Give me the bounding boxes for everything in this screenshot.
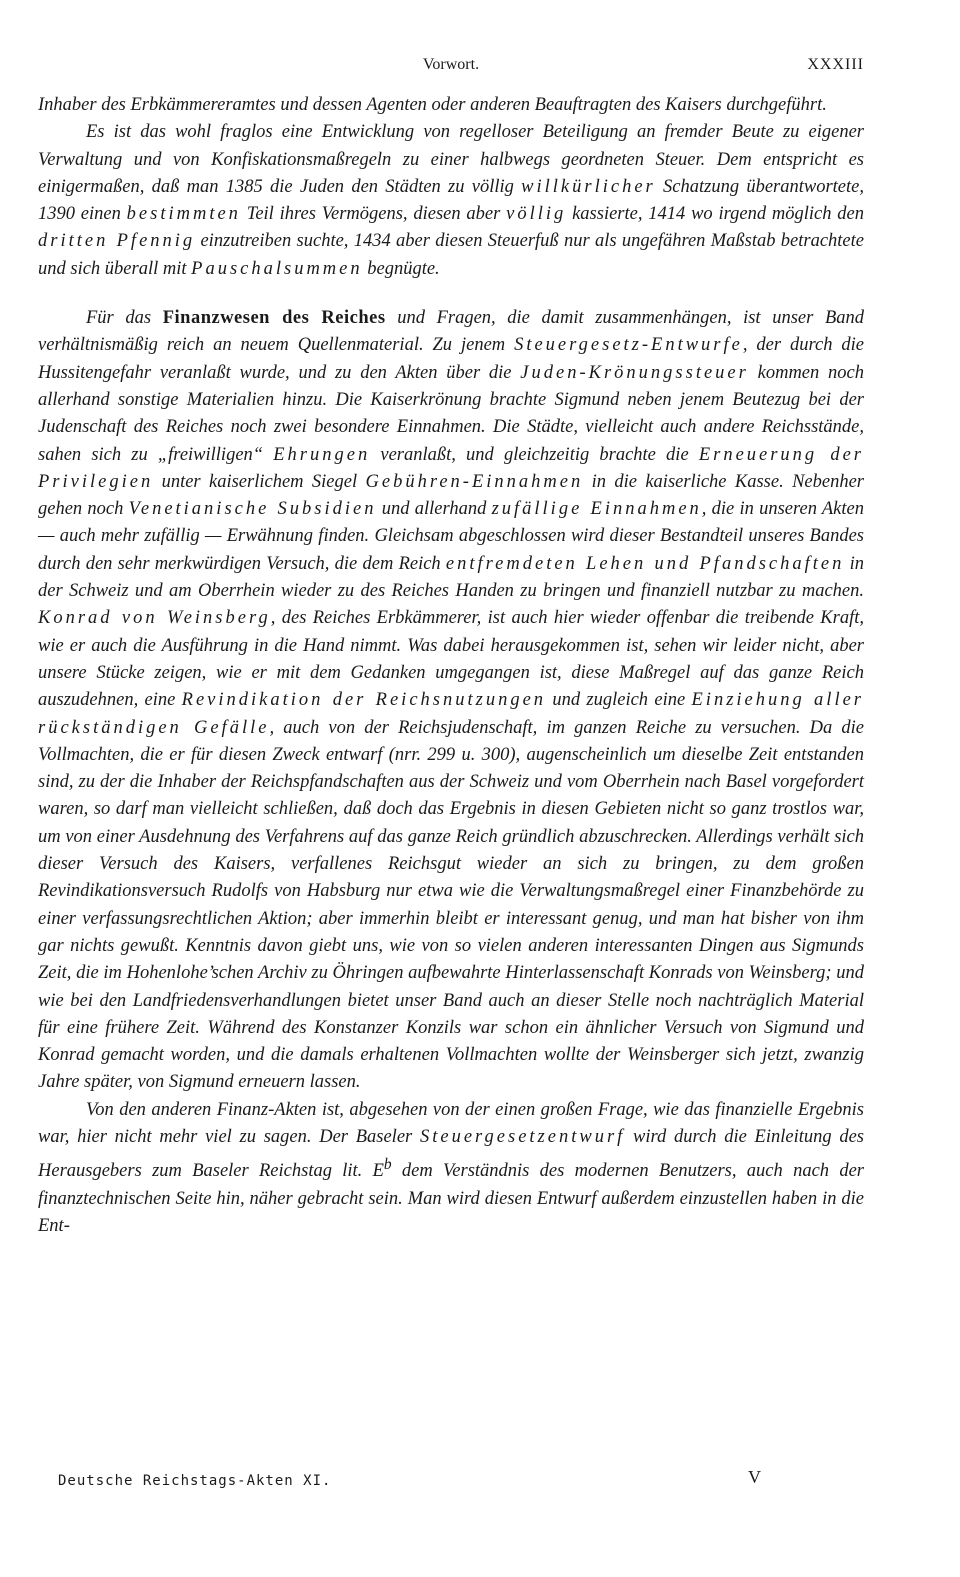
spaced-term: Juden-Krönungssteuer [520,362,749,383]
text-run: und Fragen, die damit zusammenhängen, ist unser Band verhältnismäßig reich an neuem Quellenmaterial. Zu jenem [38,308,864,356]
text-run: Teil ihres Vermögens, diesen aber [240,204,507,225]
section-keyword: Finanzwesen des Reiches [162,308,386,329]
text-run: und zugleich eine [546,690,692,711]
text-run: Schatzung überantwortete, 1390 einen [38,176,864,225]
body-text [38,92,864,1240]
footer [58,1467,761,1495]
text-run: unter kaiserlichem Siegel [153,471,366,492]
text-run: Von den anderen Finanz-Akten ist, abgesehen von der einen großen Frage, wie das finanzielle Ergebnis war, hier nicht mehr viel zu sagen. Der Baseler [38,1099,864,1147]
running-head [38,56,864,80]
text-run: in der Schweiz und am Oberrhein wieder zu des Reiches Handen zu bringen und finanziell nutzbar zu machen. [38,553,864,602]
spaced-term: Steuergesetzentwurf [419,1126,626,1147]
spaced-term: zufällige Einnahmen [491,499,702,520]
text-run: dem Verständnis des modernen Benutzers, auch nach der finanztechnischen Seite hin, näher gebracht sein. Man wird diesen Entwurf außerdem einzustellen haben in die Ent- [38,1161,864,1237]
paragraph [38,1097,864,1241]
signature-mark: V [748,1467,761,1487]
spaced-term: Revindikation der Reichsnutzungen [181,690,547,711]
spaced-term: völlig [506,204,567,225]
text-run: , die in unseren Akten — auch mehr zufällig — Erwähnung finden. Gleichsam abgeschlossen wird dieser Bestandteil unseres Bandes durch den sehr merkwürdigen Versuch, die dem Reich [38,499,864,574]
spaced-term: Venetianische Subsidien [128,499,377,520]
spaced-term: Gebühren-Einnahmen [365,471,584,492]
spaced-term: bestimmten [126,204,241,225]
paragraph [38,119,864,283]
text-run: begnügte. [362,258,440,279]
spaced-term: Konrad von Weinsberg [38,608,271,629]
paragraph [38,92,864,119]
spaced-term: Steuergesetz-Entwurfe [514,335,743,356]
page-number: XXXIII [807,56,864,73]
spaced-term: Erneuerung der Privilegien [38,444,864,492]
paragraph [38,305,864,1097]
text-run: in die kaiserliche Kasse. Nebenher gehen noch [38,471,865,520]
text-run: veranlaßt, und gleichzeitig brachte die [370,444,699,465]
running-head-title: Vorwort. [422,56,480,73]
spaced-term: dritten Pfennig [38,231,196,252]
text-run: Inhaber des Erbkämmereramtes und dessen Agenten oder anderen Beauftragten des Kaisers durchgeführt. [38,95,827,115]
text-run: kommen noch allerhand sonstige Materialien hinzu. Die Kaiserkrönung brachte Sigmund neben jenem Beutezug bei der Judenschaft des Reiches noch zwei besondere Einnahmen. Die Städte, vielleicht auch andere Reichsstände, sahen sich zu „freiwilligen“ [38,362,864,465]
text-run: , auch von der Reichsjudenschaft, im ganzen Reiche zu versuchen. Da die Vollmachten, die er für diesen Zweck entwarf (nrr. 299 u. 300), augenscheinlich um dieselbe Zeit entstanden sind, zu der die Inhaber der Reichspfandschaften aus der Schweiz und vom Oberrhein nach Basel vorgefordert waren, so darf man vielleicht schließen, daß doch das Ergebnis in diesen Gebieten nicht so ganz trostlos war, um von einer Ausdehnung des Verfahrens auf das ganze Reich gründlich abzuschrecken. Allerdings verhält sich dieser Versuch des Kaisers, verfallenes Reichsgut wieder an sich zu bringen, zu dem großen Revindikationsversuch Rudolfs von Habsburg nur etwa wie die Verwaltungsmaßregel einer Finanzbehörde zu einer verfassungsrechtlichen Aktion; aber immerhin bleibt er interessant genug, und man hat bisher von ihm gar nichts gewußt. Kenntnis davon giebt uns, wie von so vielen anderen interessanten Dingen aus Sigmunds Zeit, die im Hohenlohe’schen Archiv zu Öhringen aufbewahrte Hinterlassenschaft Konrads von Weinsberg; und wie bei den Landfriedensverhandlungen bietet unser Band auch an dieser Stelle noch nachträglich Material für eine frühere Zeit. Während des Konstanzer Konzils war schon ein ähnlicher Versuch von Sigmund und Konrad gemacht worden, und die damals erhaltenen Vollmachten wollte der Weinsberger sich jetzt, zwanzig Jahre später, von Sigmund erneuern lassen. [38,717,865,1093]
spaced-term: Ehrungen [273,444,371,465]
text-run: Für das [86,308,163,329]
text-run: kassierte, 1414 wo irgend möglich den [566,204,865,225]
spaced-term: Pauschalsummen [191,258,363,279]
text-run: und allerhand [376,499,492,520]
text-run: , der durch die Hussitengefahr veranlaßt wurde, und zu den Akten über die [38,335,864,383]
text-run: wird durch die Einleitung des Herausgebers zum Baseler Reichstag lit. E [38,1126,864,1182]
spaced-term: entfremdeten Lehen und Pfandschaften [445,553,845,574]
spaced-term: Einziehung aller rückständigen Gefälle [38,690,864,738]
text-run: b [383,1156,392,1174]
text-run: Es ist das wohl fraglos eine Entwicklung von regelloser Beteiligung an fremder Beute zu eigener Verwaltung und von Konfiskationsmaßregeln zu einer halbwegs geordneten Steuer. Dem entspricht es einigermaßen, daß man 1385 die Juden den Städten zu völlig [38,122,864,197]
text-run: , des Reiches Erbkämmerer, ist auch hier wieder offenbar die treibende Kraft, wie er auch die Ausführung in die Hand nimmt. Was dabei herausgekommen ist, sehen wir leider nicht, aber unsere Stücke zeigen, wie er mit dem Gedanken umgegangen ist, diese Maßregel auf das ganze Reich auszudehnen, eine [38,608,864,711]
text-run: einzutreiben suchte, 1434 aber diesen Steuerfuß nur als ungefähren Maßstab betrachtete und sich überall mit [38,231,864,279]
footer-source: Deutsche Reichstags-Akten XI. [58,1473,332,1489]
spaced-term: willkürlicher [521,176,656,197]
